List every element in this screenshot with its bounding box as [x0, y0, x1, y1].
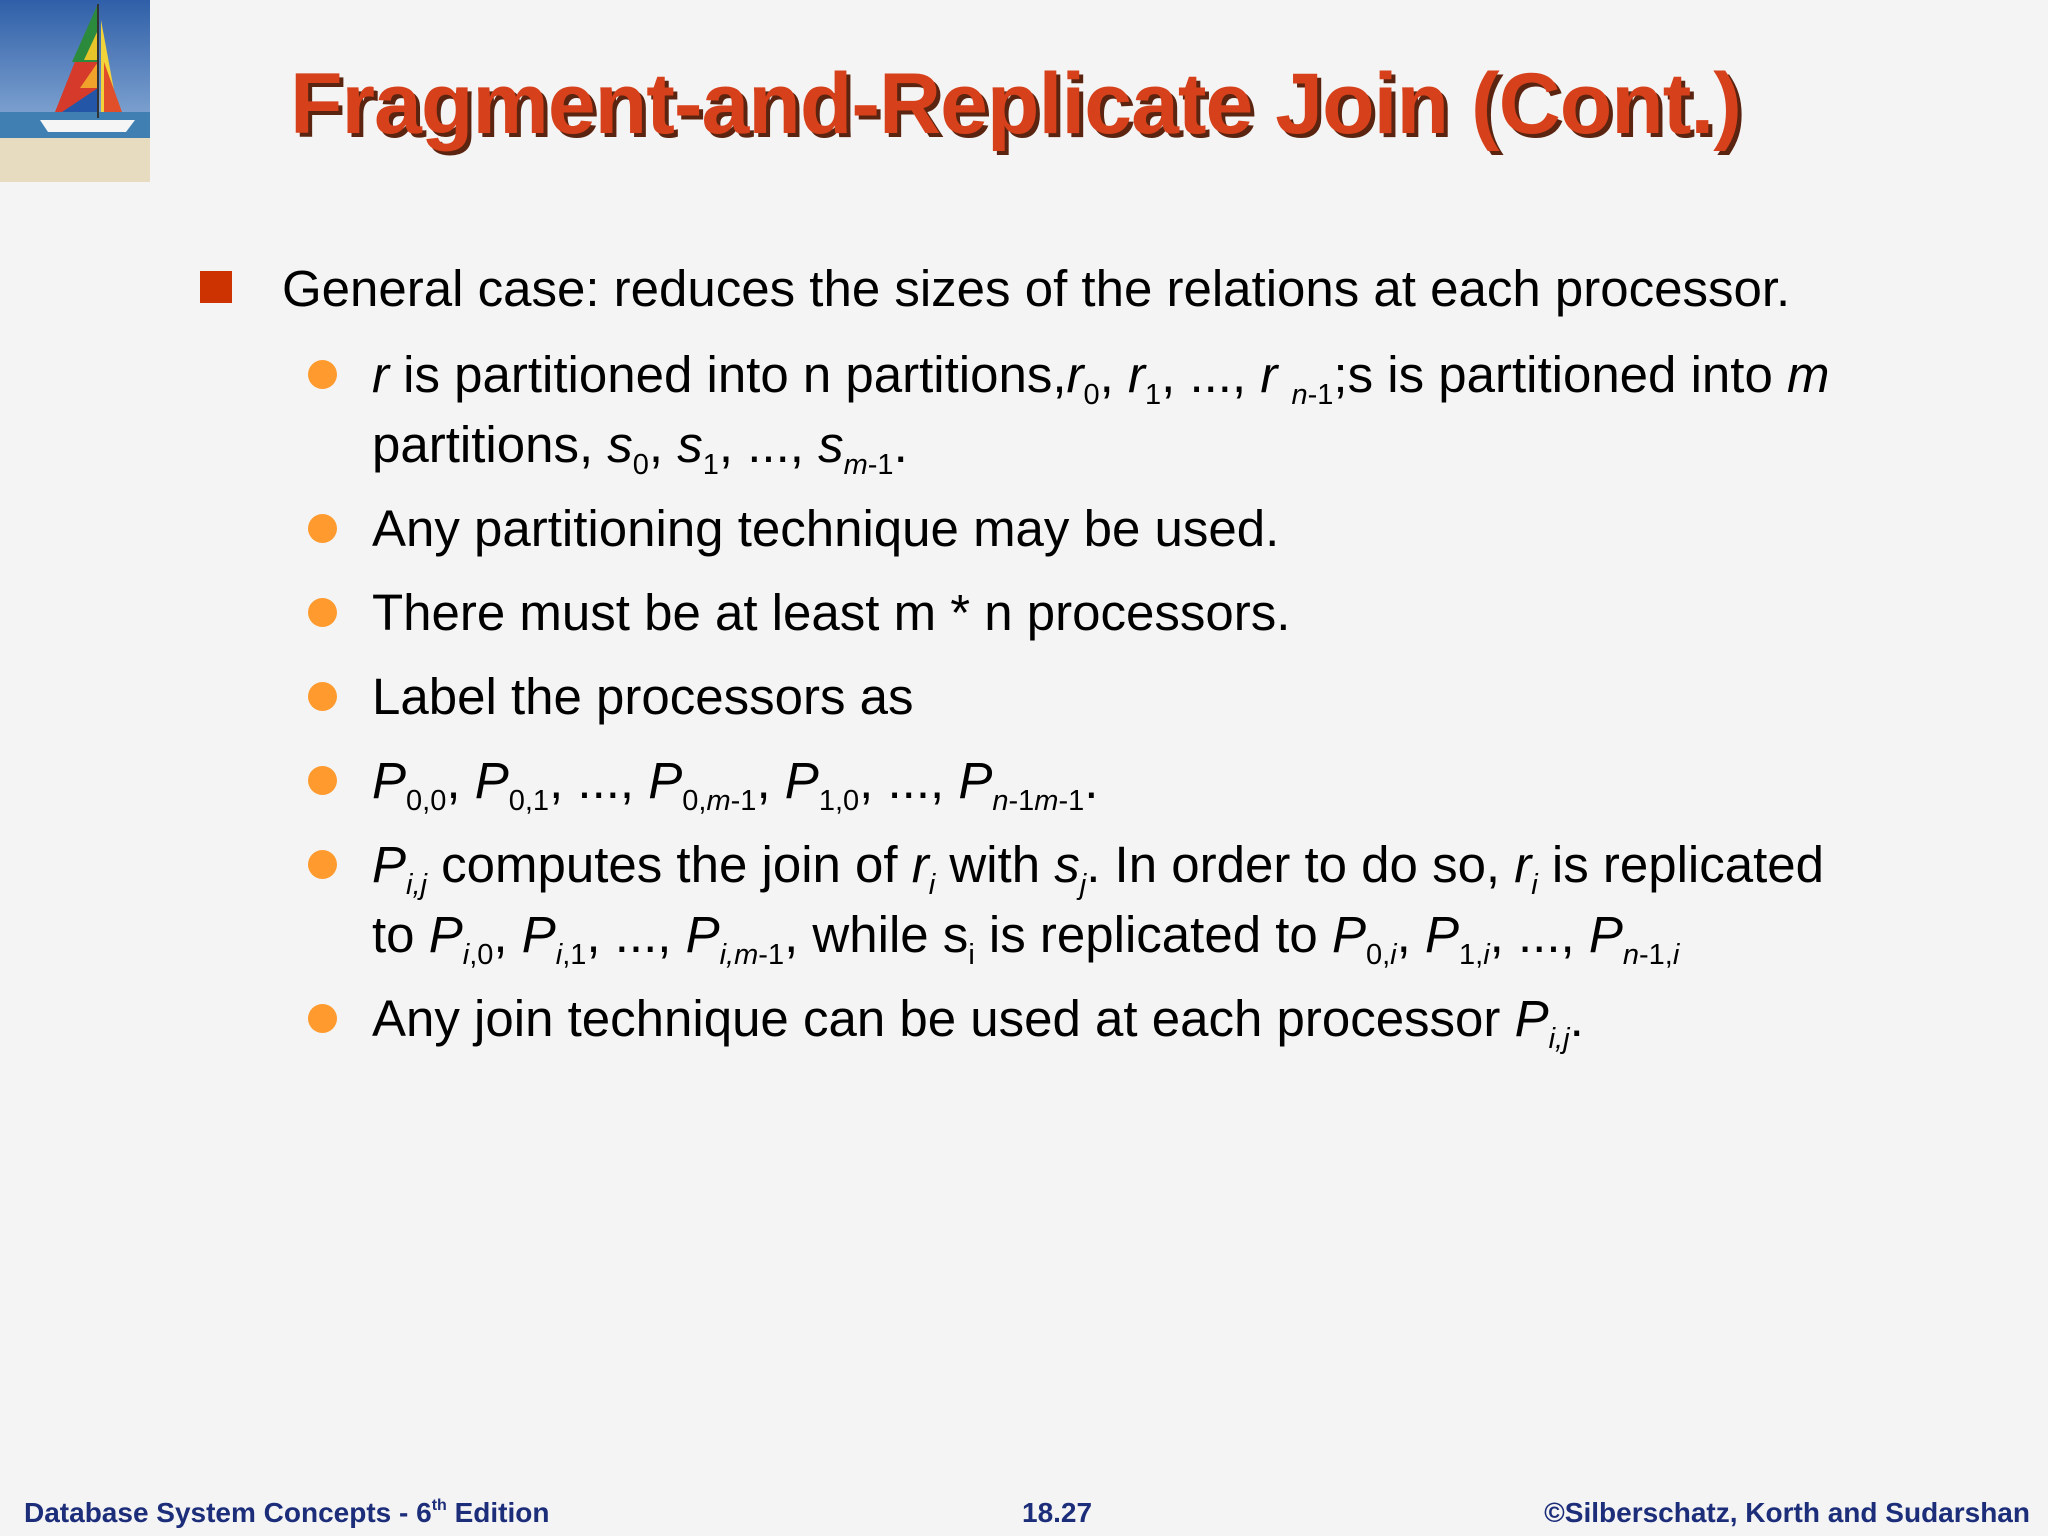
list-item: $P_{i,j}$ computes the join of $r_i$ with $s_j$. In order to do so, $r_i$ is replicated to $P_{i,0}$, $P_{i,1}$, ..., $P_{i,m-1}$, while $s_i$ is replicated to $P_{0,i}$, $P_{1,i}$, ..., $P_{n-1,i}$	[196, 830, 1896, 970]
top-bullet-text: General case: reduces the sizes of the relations at each processor.	[282, 260, 1791, 317]
slide-title: Fragment-and-Replicate Join (Cont.)	[290, 56, 1741, 152]
circle-bullet-icon	[308, 850, 337, 879]
top-bullet	[196, 258, 1896, 320]
list-item: There must be at least m * n processors.	[196, 578, 1896, 648]
circle-bullet-icon	[308, 1004, 337, 1033]
circle-bullet-icon	[308, 514, 337, 543]
circle-bullet-icon	[308, 598, 337, 627]
circle-bullet-icon	[308, 766, 337, 795]
slide-body	[196, 258, 1896, 1068]
square-bullet-icon	[200, 271, 232, 303]
footer-page-number: 18.27	[1022, 1497, 1093, 1528]
sailboat-logo	[0, 0, 150, 182]
list-item: Any partitioning technique may be used.	[196, 494, 1896, 564]
sub-bullet-list	[196, 340, 1896, 1054]
slide-footer	[0, 1497, 2048, 1533]
circle-bullet-icon	[308, 360, 337, 389]
circle-bullet-icon	[308, 682, 337, 711]
footer-copyright: ©Silberschatz, Korth and Sudarshan	[1544, 1497, 2030, 1528]
footer-book-title: Database System Concepts - 6th Edition	[24, 1497, 550, 1528]
list-item: Label the processors as	[196, 662, 1896, 732]
list-item: Any join technique can be used at each processor $P_{i,j}$.	[196, 984, 1896, 1054]
list-item: $P_{0,0}$, $P_{0,1}$, ..., $P_{0,m-1}$, $P_{1,0}$, ..., $P_{n-1m-1}$.	[196, 746, 1896, 816]
list-item: r is partitioned into n $partitions,r_0$, $r_1$, ..., r $_{n-1}$;s is partitioned into m partitions, $s_0$, $s_1$, ..., $s_{m-1}$.	[196, 340, 1896, 480]
